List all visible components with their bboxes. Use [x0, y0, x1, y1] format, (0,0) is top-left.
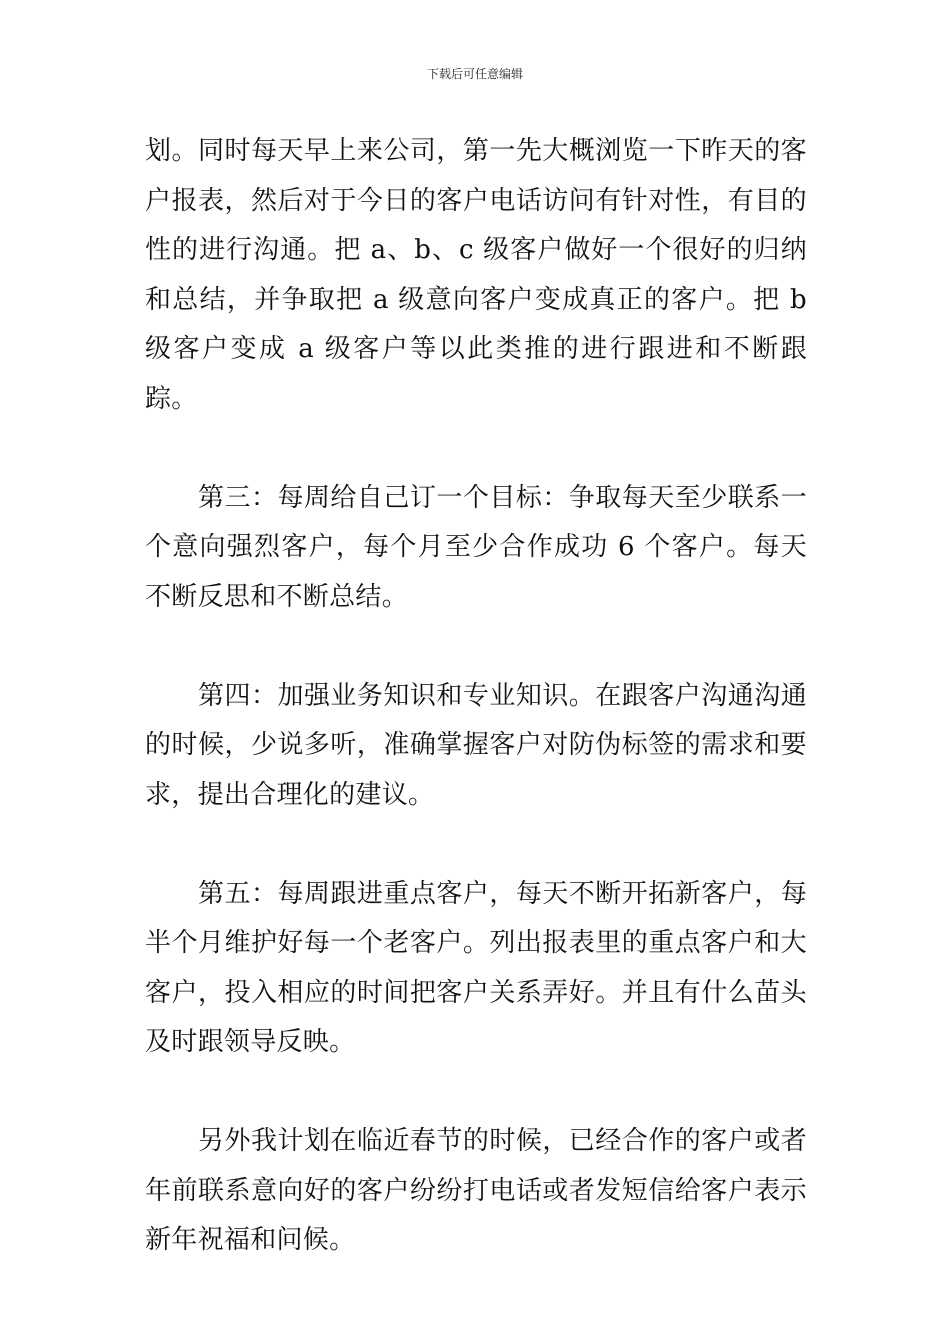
paragraph-gap [145, 622, 807, 672]
paragraph-gap [145, 424, 807, 474]
paragraph-gap [145, 1068, 807, 1118]
paragraph-fourth: 第四：加强业务知识和专业知识。在跟客户沟通沟通的时候，少说多听，准确掌握客户对防伪标签的需求和要求，提出合理化的建议。 [145, 680, 807, 810]
paragraph-other: 另外我计划在临近春节的时候，已经合作的客户或者年前联系意向好的客户纷纷打电话或者发短信给客户表示新年祝福和问候。 [145, 1126, 807, 1255]
document-body [145, 127, 807, 1266]
paragraph-fifth: 第五：每周跟进重点客户，每天不断开拓新客户，每半个月维护好每一个老客户。列出报表里的重点客户和大客户，投入相应的时间把客户关系弄好。并且有什么苗头及时跟领导反映。 [145, 878, 807, 1057]
paragraph-gap [145, 820, 807, 870]
page-header: 下载后可任意编辑 [426, 67, 523, 81]
paragraph-third: 第三：每周给自己订一个目标：争取每天至少联系一个意向强烈客户，每个月至少合作成功 6 个客户。每天不断反思和不断总结。 [145, 482, 807, 612]
paragraph-continuation: 划。同时每天早上来公司，第一先大概浏览一下昨天的客户报表，然后对于今日的客户电话访问有针对性，有目的性的进行沟通。把 a、b、c 级客户做好一个很好的归纳和总结，并争取把 a 级意向客户变成真正的客户。把 b 级客户变成 a 级客户等以此类推的进行跟进和不断跟踪。 [145, 136, 807, 414]
